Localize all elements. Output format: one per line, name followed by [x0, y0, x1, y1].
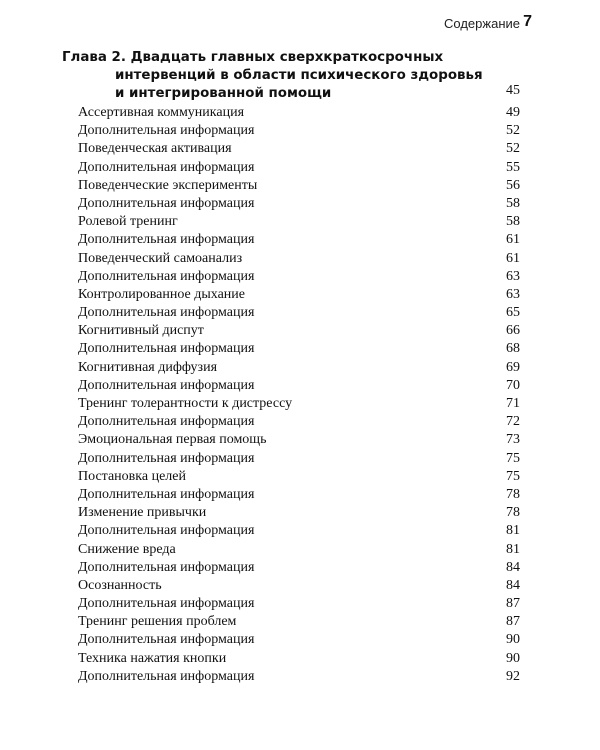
toc-entry: [78, 650, 520, 668]
toc-entry-title: Дополнительная информация: [78, 632, 255, 648]
toc-entry-page: 65: [506, 305, 520, 321]
toc-entry: [78, 231, 520, 249]
toc-entry: [78, 413, 520, 431]
toc-entry-page: 55: [506, 159, 520, 175]
toc-entry-title: Тренинг решения проблем: [78, 614, 237, 630]
toc-entry: [78, 395, 520, 413]
toc-entry: [78, 613, 520, 631]
toc-entry: [78, 140, 520, 158]
toc-list: [78, 104, 520, 686]
toc-entry-page: 84: [506, 559, 520, 575]
toc-entry-page: 87: [506, 614, 520, 630]
toc-entry-page: 87: [506, 596, 520, 612]
toc-entry-title: Дополнительная информация: [78, 377, 255, 393]
toc-entry-page: 81: [506, 523, 520, 539]
toc-entry: [78, 304, 520, 322]
toc-entry-title: Когнитивный диспут: [78, 323, 204, 339]
toc-entry-page: 75: [506, 468, 520, 484]
chapter-heading-line-1: Глава 2. Двадцать главных сверхкраткосрочных: [62, 50, 444, 65]
toc-entry-title: Изменение привычки: [78, 505, 207, 521]
toc-entry: [78, 213, 520, 231]
toc-entry: [78, 195, 520, 213]
toc-entry-title: Дополнительная информация: [78, 414, 255, 430]
chapter-heading-line-3: и интегрированной помощи: [115, 86, 332, 101]
toc-entry-page: 52: [506, 123, 520, 139]
toc-entry: [78, 541, 520, 559]
toc-entry-page: 84: [506, 577, 520, 593]
toc-entry-page: 61: [506, 232, 520, 248]
toc-entry-page: 66: [506, 323, 520, 339]
toc-entry-page: 81: [506, 541, 520, 557]
toc-entry-title: Дополнительная информация: [78, 596, 255, 612]
toc-entry: [78, 268, 520, 286]
toc-entry-title: Поведенческий самоанализ: [78, 250, 243, 266]
toc-entry-page: 63: [506, 286, 520, 302]
toc-entry-title: Дополнительная информация: [78, 123, 255, 139]
chapter-heading: [62, 49, 532, 103]
toc-entry-title: Дополнительная информация: [78, 668, 255, 684]
toc-entry-title: Контролированное дыхание: [78, 286, 245, 302]
toc-entry-title: Ролевой тренинг: [78, 214, 178, 230]
toc-entry: [78, 522, 520, 540]
chapter-heading-line-2: интервенций в области психического здоровья: [115, 68, 483, 83]
chapter-page-number: 45: [506, 83, 520, 98]
toc-entry-title: Тренинг толерантности к дистрессу: [78, 396, 293, 411]
toc-entry-page: 49: [506, 105, 520, 120]
toc-entry-title: Поведенческие эксперименты: [78, 177, 258, 193]
toc-entry-page: 72: [506, 414, 520, 430]
toc-entry: [78, 322, 520, 340]
toc-entry: [78, 668, 520, 686]
page-number: 7: [523, 13, 532, 30]
toc-entry-page: 58: [506, 195, 520, 211]
toc-entry-page: 70: [506, 377, 520, 393]
toc-entry: [78, 577, 520, 595]
toc-entry: [78, 504, 520, 522]
toc-entry-page: 73: [506, 432, 520, 448]
toc-entry: [78, 595, 520, 613]
toc-entry-title: Эмоциональная первая помощь: [78, 432, 267, 448]
toc-entry-page: 56: [506, 177, 520, 193]
toc-entry-title: Дополнительная информация: [78, 559, 255, 575]
toc-entry-title: Дополнительная информация: [78, 341, 255, 357]
toc-entry: [78, 431, 520, 449]
toc-entry: [78, 104, 520, 122]
toc-entry-page: 61: [506, 250, 520, 266]
toc-entry: [78, 122, 520, 140]
toc-entry-page: 78: [506, 486, 520, 502]
toc-entry-title: Ассертивная коммуникация: [78, 105, 245, 120]
toc-entry-title: Дополнительная информация: [78, 159, 255, 175]
toc-entry-title: Поведенческая активация: [78, 141, 232, 157]
toc-entry: [78, 340, 520, 358]
toc-entry-title: Дополнительная информация: [78, 486, 255, 502]
toc-entry-page: 92: [506, 668, 520, 684]
toc-entry-page: 58: [506, 214, 520, 230]
toc-entry-page: 68: [506, 341, 520, 357]
toc-entry-page: 71: [506, 396, 520, 411]
toc-entry: [78, 359, 520, 377]
toc-entry: [78, 486, 520, 504]
toc-entry-page: 90: [506, 650, 520, 666]
toc-entry: [78, 631, 520, 649]
toc-entry-page: 69: [506, 359, 520, 375]
toc-entry: [78, 250, 520, 268]
toc-entry-page: 52: [506, 141, 520, 157]
toc-entry: [78, 450, 520, 468]
toc-entry: [78, 559, 520, 577]
toc-entry-page: 63: [506, 268, 520, 284]
toc-entry-title: Дополнительная информация: [78, 523, 255, 539]
toc-entry-title: Дополнительная информация: [78, 450, 255, 466]
toc-entry-title: Дополнительная информация: [78, 268, 255, 284]
toc-entry-title: Техника нажатия кнопки: [78, 650, 227, 666]
toc-entry-title: Когнитивная диффузия: [78, 359, 218, 375]
toc-entry-title: Осознанность: [78, 577, 162, 593]
running-title: Содержание: [444, 16, 520, 31]
toc-entry-page: 78: [506, 505, 520, 521]
toc-entry: [78, 377, 520, 395]
toc-entry-title: Дополнительная информация: [78, 232, 255, 248]
toc-entry-title: Постановка целей: [78, 468, 186, 484]
toc-entry: [78, 468, 520, 486]
toc-entry: [78, 177, 520, 195]
toc-entry-page: 75: [506, 450, 520, 466]
toc-entry-title: Дополнительная информация: [78, 305, 255, 321]
toc-entry-title: Дополнительная информация: [78, 195, 255, 211]
toc-entry-page: 90: [506, 632, 520, 648]
toc-entry-title: Снижение вреда: [78, 541, 176, 557]
toc-entry: [78, 286, 520, 304]
toc-entry: [78, 159, 520, 177]
